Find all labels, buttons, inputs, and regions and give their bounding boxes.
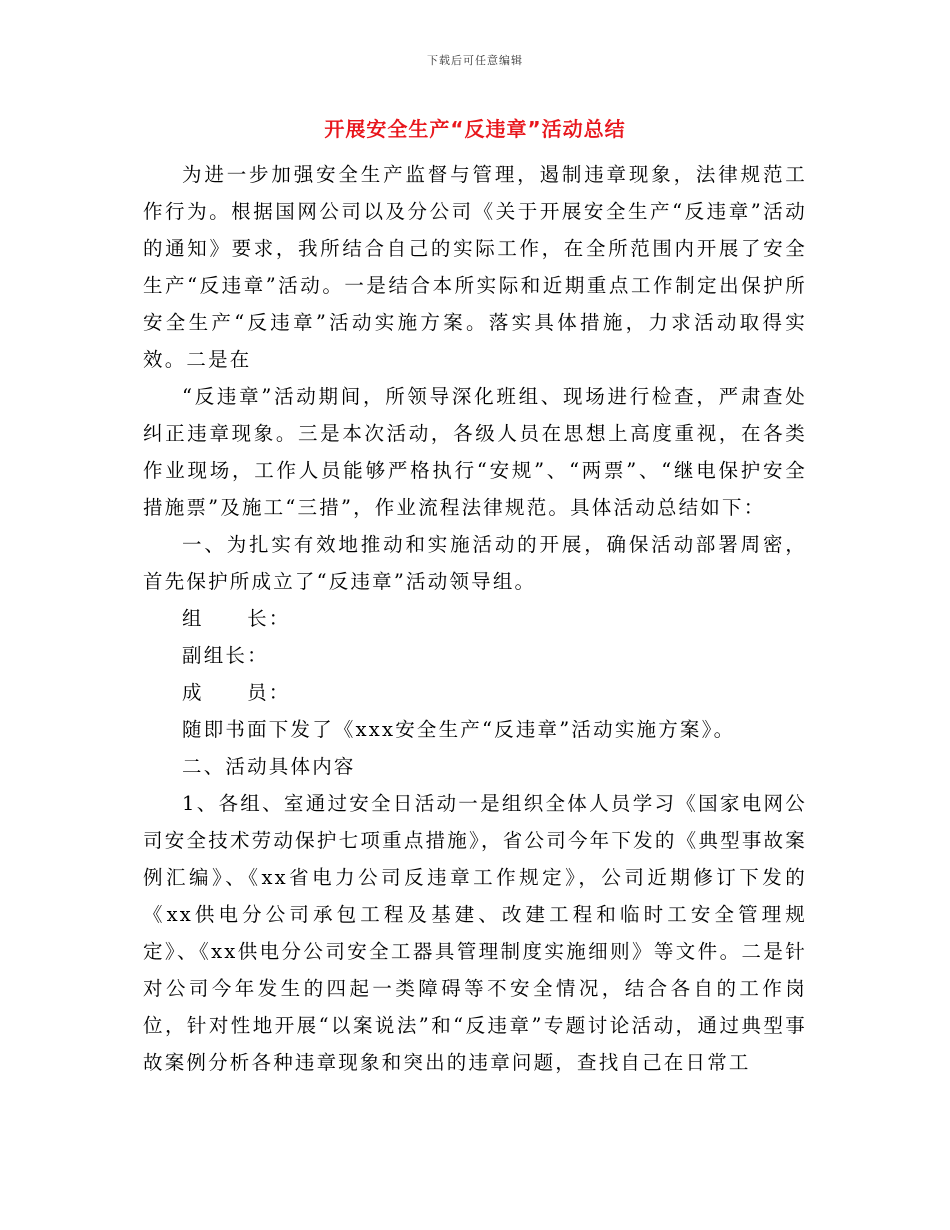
section-two-heading: 二、活动具体内容 bbox=[182, 755, 356, 778]
member-label: 成 员： bbox=[182, 681, 291, 704]
paragraph-intro: 为进一步加强安全生产监督与管理，遏制违章现象，法律规范工作行为。根据国网公司以及分公司《关于开展安全生产“反违章”活动的通知》要求，我所结合自己的实际工作，在全所范围内开展了安全生产“反违章”活动。一是结合本所实际和近期重点工作制定出保护所安全生产“反违章”活动实施方案。落实具体措施，力求活动取得实效。二是在 bbox=[143, 163, 807, 371]
paragraph-plan-issued: 随即书面下发了《xxx安全生产“反违章”活动实施方案》。 bbox=[182, 718, 736, 741]
document-title: 开展安全生产“反违章”活动总结 bbox=[324, 117, 626, 141]
deputy-leader-label: 副组长： bbox=[182, 644, 269, 667]
leader-label: 组 长： bbox=[182, 607, 291, 630]
document-body bbox=[143, 156, 807, 1081]
page-header-note: 下载后可任意编辑 bbox=[427, 54, 523, 67]
paragraph-item-one: 1、各组、室通过安全日活动一是组织全体人员学习《国家电网公司安全技术劳动保护七项重点措施》，省公司今年下发的《典型事故案例汇编》、《xx省电力公司反违章工作规定》，公司近期修订下发的《xx供电分公司承包工程及基建、改建工程和临时工安全管理规定》、《xx供电分公司安全工器具管理制度实施细则》等文件。二是针对公司今年发生的四起一类障碍等不安全情况，结合各自的工作岗位，针对性地开展“以案说法”和“反违章”专题讨论活动，通过典型事故案例分析各种违章现象和突出的违章问题，查找自己在日常工 bbox=[143, 792, 807, 1074]
paragraph-activity-period: “反违章”活动期间，所领导深化班组、现场进行检查，严肃查处纠正违章现象。三是本次活动，各级人员在思想上高度重视，在各类作业现场，工作人员能够严格执行“安规”、“两票”、“继电保护安全措施票”及施工“三措”，作业流程法律规范。具体活动总结如下： bbox=[143, 385, 807, 519]
paragraph-section-one: 一、为扎实有效地推动和实施活动的开展，确保活动部署周密，首先保护所成立了“反违章”活动领导组。 bbox=[143, 533, 807, 593]
